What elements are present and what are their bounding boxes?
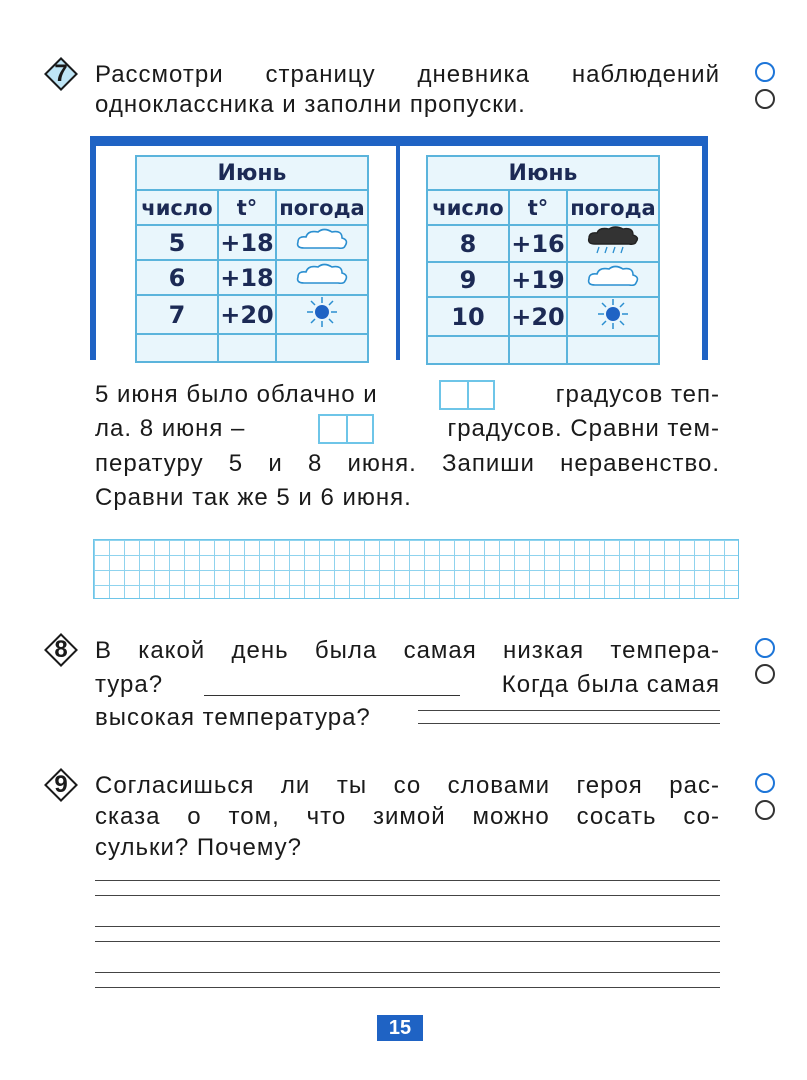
day-cell: 8 [427,225,509,262]
task-7-line-1: Рассмотри страницу дневника наблюдений [95,61,720,88]
temp-cell: +19 [509,262,567,297]
sun-icon [567,297,659,336]
answer-line[interactable] [95,895,720,896]
column-header-temp: t° [218,190,276,225]
self-check-blue-circle[interactable] [755,638,775,658]
temp-cell: +20 [218,295,276,334]
rain-cloud-icon [567,225,659,262]
answer-line[interactable] [95,926,720,927]
task-7-fill-line-4: Сравни так же 5 и 6 июня. [95,484,412,511]
self-check-black-circle[interactable] [755,89,775,109]
temp-cell: +18 [218,260,276,295]
diary-table-right [426,155,660,365]
page-number: 15 [377,1015,423,1041]
self-check-blue-circle[interactable] [755,773,775,793]
column-header-temp: t° [509,190,567,225]
answer-box-june-8[interactable] [318,414,374,444]
table-row [136,225,368,260]
table-row [427,297,659,336]
answer-box-june-5[interactable] [439,380,495,410]
task-7-fill-line-3: пературу 5 и 8 июня. Запиши неравенство. [95,450,720,477]
task-7-fill-line-1 [95,378,720,412]
text-segment: градусов теп- [555,381,720,408]
task-7-number: 7 [44,57,78,91]
column-header-weather: погода [567,190,659,225]
task-7-line-2: одноклассника и заполни пропуски. [95,91,526,118]
day-cell: 5 [136,225,218,260]
cloud-icon [567,262,659,297]
answer-line-high-temp-2[interactable] [418,723,720,724]
day-cell: 6 [136,260,218,295]
text-segment: тура? [95,671,164,698]
column-header-day: число [136,190,218,225]
answer-line-high-temp[interactable] [418,710,720,711]
text-segment: 5 июня было облачно и [95,381,378,408]
table-row [427,262,659,297]
day-cell: 7 [136,295,218,334]
text-segment: ла. 8 июня – [95,415,246,442]
day-cell: 9 [427,262,509,297]
self-check-blue-circle[interactable] [755,62,775,82]
temp-cell: +20 [509,297,567,336]
task-8-line-2 [95,668,720,702]
answer-grid[interactable] [93,539,739,599]
sun-icon [276,295,368,334]
temp-cell: +18 [218,225,276,260]
text-segment: Когда была самая [501,671,720,698]
temp-cell: +16 [509,225,567,262]
answer-line[interactable] [95,972,720,973]
text-segment: градусов. Сравни тем- [447,415,720,442]
self-check-black-circle[interactable] [755,664,775,684]
task-8-line-1: В какой день была самая низкая темпера- [95,637,720,664]
task-9-line-3: сульки? Почему? [95,834,302,861]
task-8-line-3: высокая температура? [95,704,371,731]
day-cell: 10 [427,297,509,336]
task-9-line-1: Согласишься ли ты со словами героя рас- [95,772,720,799]
self-check-black-circle[interactable] [755,800,775,820]
task-9-number: 9 [44,768,78,802]
answer-line[interactable] [95,941,720,942]
answer-line[interactable] [95,880,720,881]
cloud-icon [276,260,368,295]
task-9-line-2: сказа о том, что зимой можно сосать со- [95,803,720,830]
table-row [427,225,659,262]
column-header-day: число [427,190,509,225]
month-title: Июнь [427,156,659,190]
answer-line[interactable] [95,987,720,988]
column-header-weather: погода [276,190,368,225]
task-7-fill-line-2 [95,412,720,446]
cloud-icon [276,225,368,260]
task-8-number: 8 [44,633,78,667]
month-title: Июнь [136,156,368,190]
diary-table-left [135,155,369,363]
table-row [136,260,368,295]
answer-line-low-temp[interactable] [204,694,460,696]
table-row [136,295,368,334]
